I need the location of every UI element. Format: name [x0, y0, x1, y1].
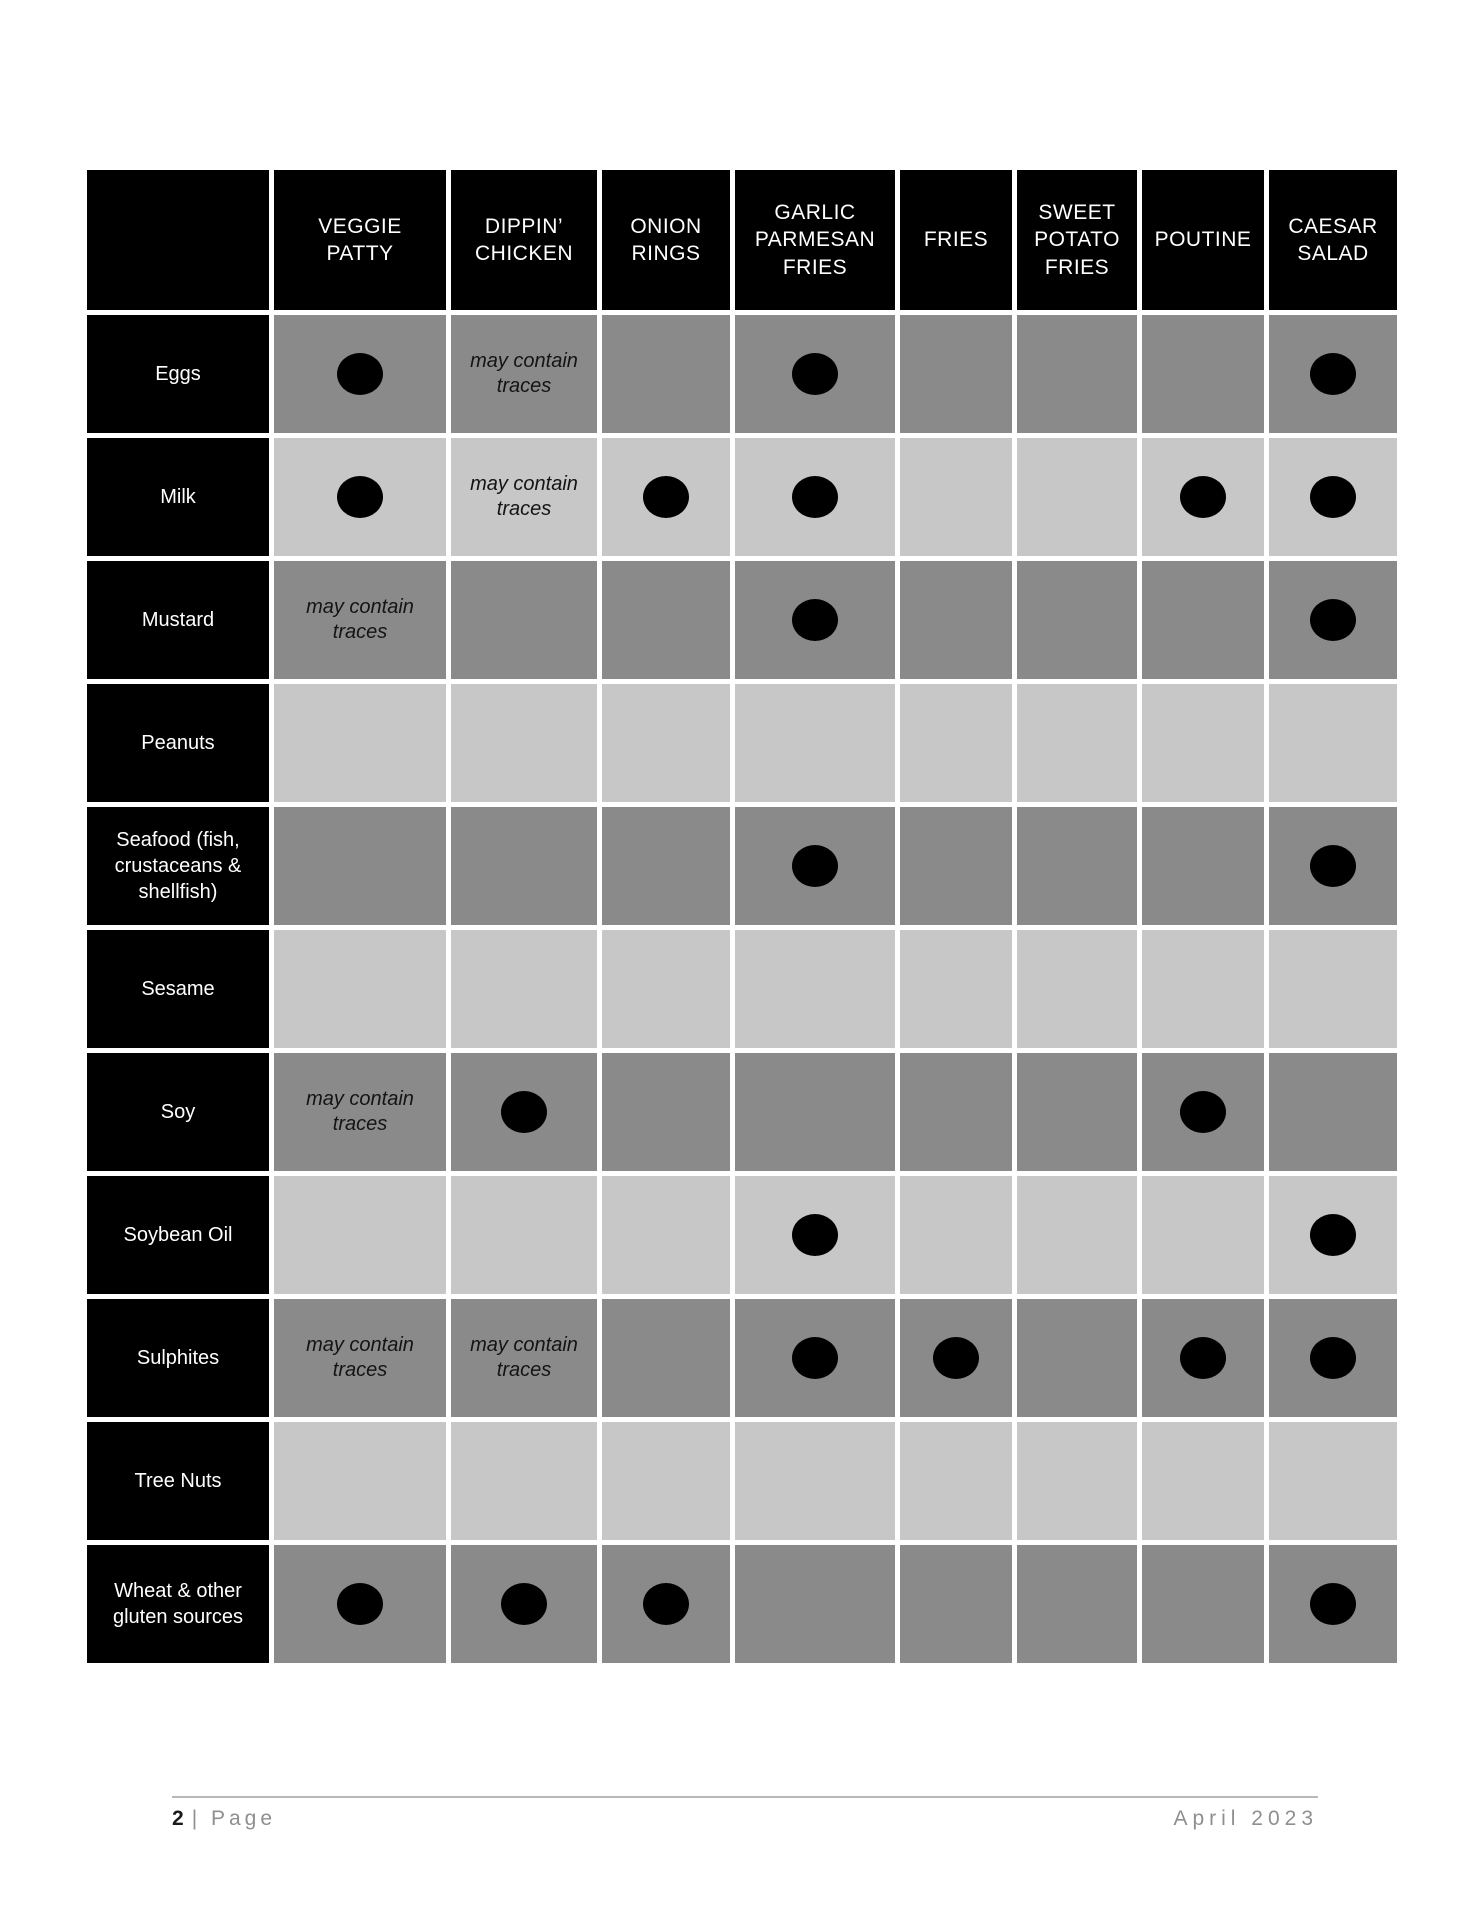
matrix-cell [1269, 315, 1397, 433]
allergen-dot [1310, 1337, 1356, 1379]
matrix-cell [1017, 1176, 1137, 1294]
allergen-dot [1180, 476, 1226, 518]
matrix-cell [274, 1422, 446, 1540]
page-label: | Page [191, 1807, 277, 1830]
allergen-label: Eggs [87, 315, 269, 433]
matrix-cell [900, 315, 1012, 433]
column-header: ONION RINGS [602, 170, 730, 310]
matrix-cell [900, 807, 1012, 925]
matrix-cell [1017, 1053, 1137, 1171]
matrix-cell [274, 561, 446, 679]
traces-note: may contain traces [470, 350, 578, 397]
matrix-cell [735, 1176, 895, 1294]
footer-date: April 2023 [1173, 1807, 1318, 1830]
matrix-cell [1269, 1053, 1397, 1171]
matrix-cell [602, 1545, 730, 1663]
matrix-cell [1017, 1299, 1137, 1417]
column-header: FRIES [900, 170, 1012, 310]
allergen-label: Wheat & other gluten sources [87, 1545, 269, 1663]
traces-note: may contain traces [470, 473, 578, 520]
allergen-dot [1310, 353, 1356, 395]
matrix-cell [900, 684, 1012, 802]
column-header: SWEET POTATO FRIES [1017, 170, 1137, 310]
allergen-label: Seafood (fish, crustaceans & shellfish) [87, 807, 269, 925]
matrix-cell [451, 807, 597, 925]
matrix-cell [1017, 930, 1137, 1048]
allergen-label: Peanuts [87, 684, 269, 802]
matrix-cell [1269, 807, 1397, 925]
matrix-cell [1017, 315, 1137, 433]
matrix-cell [274, 1299, 446, 1417]
matrix-cell [900, 1545, 1012, 1663]
allergen-dot [643, 476, 689, 518]
allergen-dot [933, 1337, 979, 1379]
matrix-cell [900, 1422, 1012, 1540]
page-number-block [172, 1807, 276, 1831]
matrix-cell [900, 1176, 1012, 1294]
column-header: CAESAR SALAD [1269, 170, 1397, 310]
matrix-cell [451, 1545, 597, 1663]
allergen-dot [1310, 476, 1356, 518]
matrix-cell [1269, 1299, 1397, 1417]
matrix-cell [735, 1545, 895, 1663]
allergen-label: Soybean Oil [87, 1176, 269, 1294]
matrix-cell [1017, 1422, 1137, 1540]
matrix-cell [1017, 438, 1137, 556]
matrix-cell [1142, 1545, 1264, 1663]
allergen-label: Mustard [87, 561, 269, 679]
matrix-cell [451, 930, 597, 1048]
matrix-cell [1142, 930, 1264, 1048]
matrix-cell [602, 315, 730, 433]
allergen-label: Milk [87, 438, 269, 556]
matrix-cell [735, 684, 895, 802]
matrix-cell [451, 561, 597, 679]
traces-note: may contain traces [306, 1088, 414, 1135]
column-header: GARLIC PARMESAN FRIES [735, 170, 895, 310]
matrix-cell [735, 930, 895, 1048]
allergen-table [87, 170, 1397, 1663]
allergen-dot [792, 1214, 838, 1256]
matrix-cell [274, 684, 446, 802]
column-header: POUTINE [1142, 170, 1264, 310]
matrix-cell [735, 561, 895, 679]
matrix-cell [900, 930, 1012, 1048]
page-number: 2 [172, 1807, 186, 1830]
allergen-dot [792, 353, 838, 395]
matrix-cell [1142, 561, 1264, 679]
matrix-cell [1142, 807, 1264, 925]
allergen-dot [792, 845, 838, 887]
matrix-cell [451, 1176, 597, 1294]
matrix-cell [1269, 930, 1397, 1048]
matrix-cell [602, 930, 730, 1048]
matrix-cell [602, 684, 730, 802]
matrix-cell [900, 1299, 1012, 1417]
allergen-dot [792, 599, 838, 641]
matrix-cell [735, 1053, 895, 1171]
matrix-cell [1142, 1299, 1264, 1417]
column-header: DIPPIN’ CHICKEN [451, 170, 597, 310]
matrix-cell [602, 438, 730, 556]
matrix-cell [1142, 684, 1264, 802]
matrix-cell [451, 1053, 597, 1171]
allergen-dot [337, 1583, 383, 1625]
matrix-cell [1269, 1545, 1397, 1663]
allergen-label: Soy [87, 1053, 269, 1171]
matrix-cell [1269, 438, 1397, 556]
matrix-cell [602, 1176, 730, 1294]
matrix-cell [900, 1053, 1012, 1171]
matrix-cell [451, 1299, 597, 1417]
matrix-cell [900, 561, 1012, 679]
matrix-cell [602, 807, 730, 925]
traces-note: may contain traces [306, 596, 414, 643]
matrix-cell [1269, 684, 1397, 802]
matrix-cell [274, 315, 446, 433]
matrix-cell [274, 1176, 446, 1294]
matrix-cell [735, 807, 895, 925]
matrix-cell [735, 438, 895, 556]
allergen-dot [1310, 1583, 1356, 1625]
matrix-cell [274, 807, 446, 925]
allergen-dot [792, 476, 838, 518]
allergen-label: Sesame [87, 930, 269, 1048]
matrix-cell [451, 438, 597, 556]
matrix-cell [602, 1053, 730, 1171]
allergen-dot [1310, 1214, 1356, 1256]
matrix-cell [451, 684, 597, 802]
traces-note: may contain traces [306, 1334, 414, 1381]
table-corner-cell [87, 170, 269, 310]
matrix-cell [1142, 315, 1264, 433]
allergen-dot [501, 1583, 547, 1625]
matrix-cell [735, 315, 895, 433]
matrix-cell [1142, 1422, 1264, 1540]
allergen-dot [1180, 1337, 1226, 1379]
allergen-dot [1180, 1091, 1226, 1133]
matrix-cell [1269, 1422, 1397, 1540]
matrix-cell [1269, 561, 1397, 679]
matrix-cell [274, 930, 446, 1048]
allergen-dot [337, 353, 383, 395]
allergen-dot [1310, 845, 1356, 887]
allergen-label: Tree Nuts [87, 1422, 269, 1540]
matrix-cell [735, 1422, 895, 1540]
traces-note: may contain traces [470, 1334, 578, 1381]
matrix-cell [602, 1299, 730, 1417]
matrix-cell [1017, 807, 1137, 925]
matrix-cell [602, 561, 730, 679]
column-header: VEGGIE PATTY [274, 170, 446, 310]
allergen-dot [643, 1583, 689, 1625]
allergen-label: Sulphites [87, 1299, 269, 1417]
allergen-dot [792, 1337, 838, 1379]
matrix-cell [1017, 1545, 1137, 1663]
allergen-dot [501, 1091, 547, 1133]
matrix-cell [735, 1299, 895, 1417]
page-footer [172, 1796, 1318, 1831]
matrix-cell [602, 1422, 730, 1540]
matrix-cell [1142, 1053, 1264, 1171]
allergen-dot [1310, 599, 1356, 641]
matrix-cell [1142, 438, 1264, 556]
matrix-cell [274, 438, 446, 556]
allergen-dot [337, 476, 383, 518]
matrix-cell [1017, 684, 1137, 802]
matrix-cell [1269, 1176, 1397, 1294]
matrix-cell [274, 1545, 446, 1663]
matrix-cell [1142, 1176, 1264, 1294]
matrix-cell [274, 1053, 446, 1171]
matrix-cell [1017, 561, 1137, 679]
matrix-cell [451, 1422, 597, 1540]
matrix-cell [900, 438, 1012, 556]
matrix-cell [451, 315, 597, 433]
